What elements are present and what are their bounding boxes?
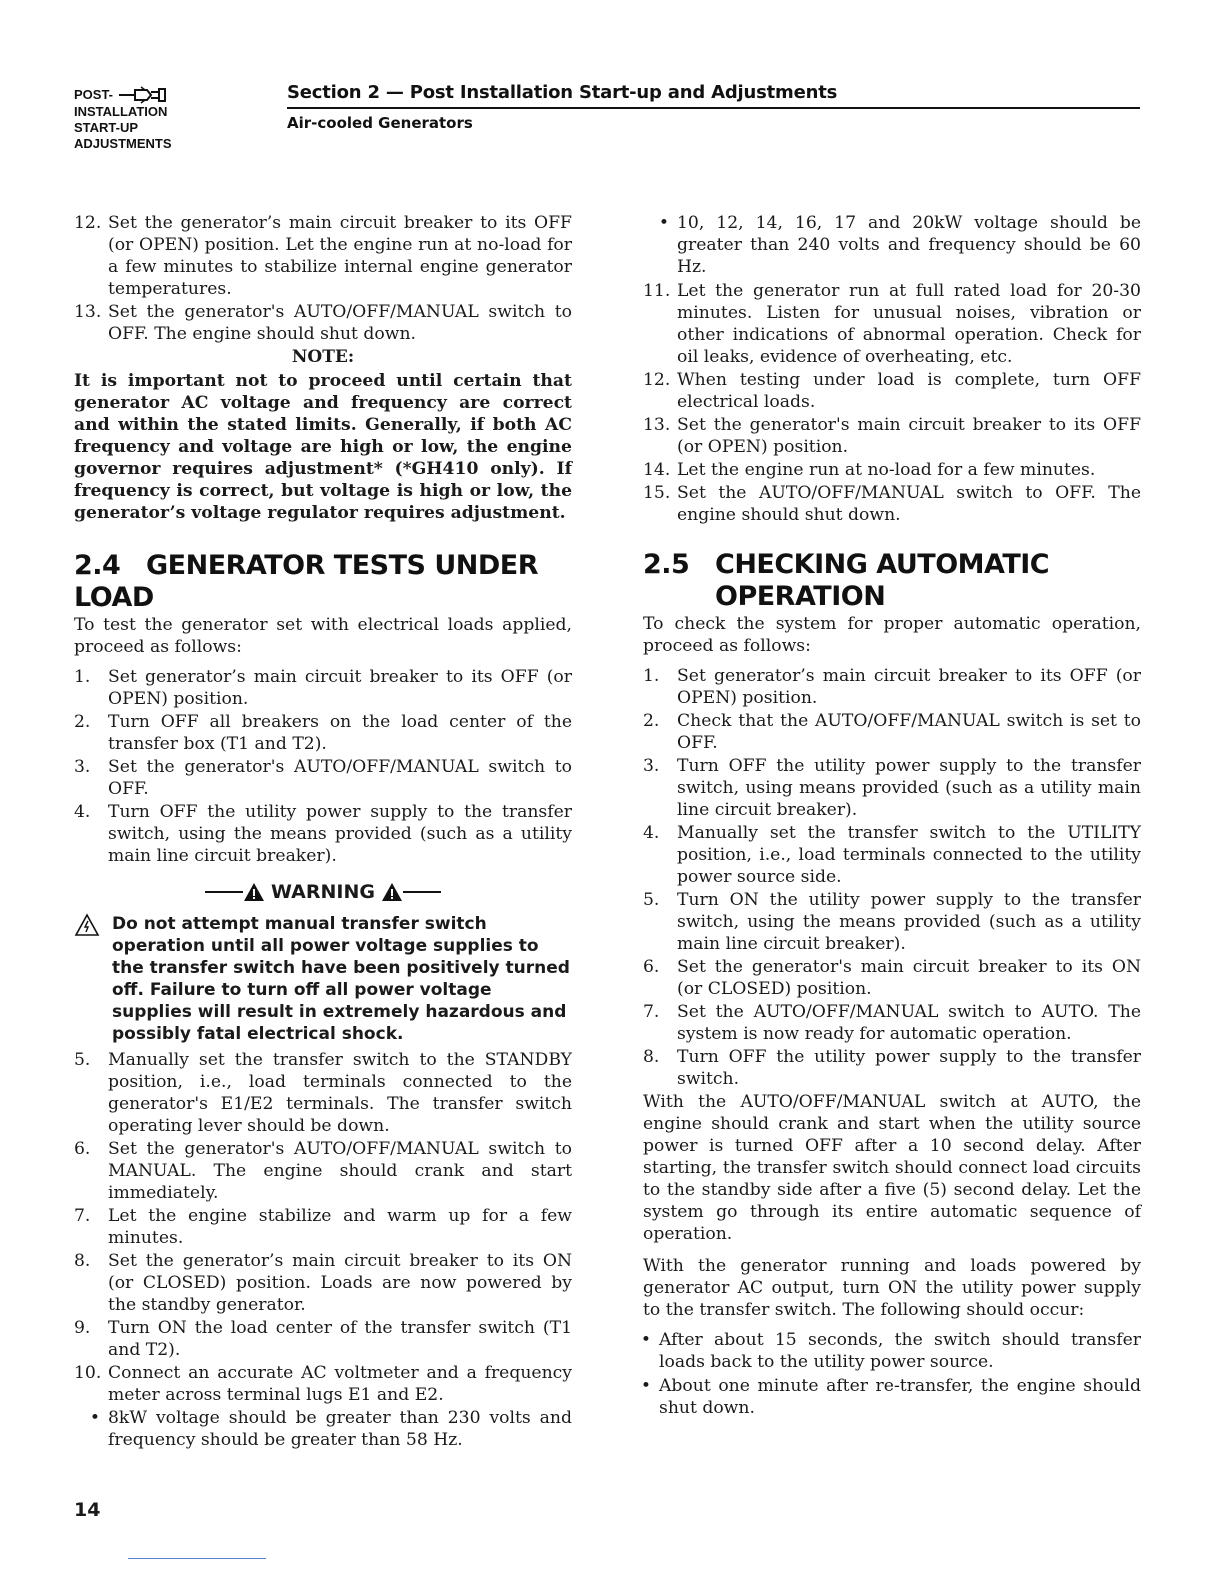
- list-text: Connect an accurate AC voltmeter and a frequency meter across terminal lugs E1 and E2.: [108, 1363, 572, 1405]
- footer-link-underline: [128, 1558, 266, 1559]
- list-text: Set the generator's AUTO/OFF/MANUAL switch to OFF.: [108, 757, 572, 799]
- paragraph: With the generator running and loads powered by generator AC output, turn ON the utility power supply to the transfer switch. The following should occur:: [643, 1256, 1141, 1320]
- list-text: Set the generator’s main circuit breaker to its ON (or CLOSED) position. Loads are now powered by the standby generator.: [108, 1251, 572, 1315]
- bullet-text: After about 15 seconds, the switch should transfer loads back to the utility power source.: [659, 1330, 1141, 1372]
- warning-icon-wrap: [74, 913, 112, 1045]
- list-number: 1.: [643, 666, 660, 686]
- bullet-dot: •: [640, 1376, 651, 1396]
- list-number: 2.: [74, 712, 91, 732]
- warning-triangle-icon: [243, 882, 265, 902]
- list-number: 12.: [643, 370, 671, 390]
- list-text: Set the AUTO/OFF/MANUAL switch to AUTO. The system is now ready for automatic operation.: [677, 1002, 1141, 1044]
- page-number: 14: [74, 1499, 101, 1521]
- list-item: [643, 482, 1141, 526]
- list-number: 5.: [74, 1050, 91, 1070]
- side-tab-line-4: ADJUSTMENTS: [74, 136, 172, 151]
- section-number: 2.4: [74, 550, 121, 581]
- list-text: Set the generator's AUTO/OFF/MANUAL switch to MANUAL. The engine should crank and start immediately.: [108, 1139, 572, 1203]
- note-title: NOTE:: [291, 347, 355, 367]
- list-number: 13.: [74, 302, 102, 322]
- list-number: 10.: [74, 1363, 102, 1383]
- right-column: [640, 212, 1141, 1421]
- list-text: Set the AUTO/OFF/MANUAL switch to OFF. The engine should shut down.: [677, 483, 1141, 525]
- section-side-tab: [74, 86, 172, 152]
- section-intro: To test the generator set with electrical loads applied, proceed as follows:: [74, 615, 572, 657]
- list-text: Check that the AUTO/OFF/MANUAL switch is set to OFF.: [677, 711, 1141, 753]
- list-number: 3.: [74, 757, 91, 777]
- list-item: [643, 369, 1141, 413]
- list-number: 7.: [643, 1002, 660, 1022]
- list-text: Set the generator's main circuit breaker to its OFF (or OPEN) position.: [677, 415, 1141, 457]
- side-tab-line-2: INSTALLATION: [74, 104, 168, 119]
- list-number: 12.: [74, 213, 102, 233]
- list-item: [643, 459, 1141, 481]
- list-item: [74, 1317, 572, 1361]
- list-number: 7.: [74, 1206, 91, 1226]
- list-number: 8.: [74, 1251, 91, 1271]
- warning-box: [74, 913, 572, 1045]
- warning-text: Do not attempt manual transfer switch operation until all power voltage supplies to the transfer switch have been positively turned off. Failure to turn off all power voltage supplies will result in extremely hazardous and possibly fatal electrical shock.: [112, 914, 570, 1044]
- list-number: 5.: [643, 890, 660, 910]
- section-intro: To check the system for proper automatic operation, proceed as follows:: [643, 614, 1141, 656]
- list-text: Set the generator’s main circuit breaker to its OFF (or OPEN) position. Let the engine run at no-load for a few minutes to stabilize internal engine generator temperatures.: [108, 213, 572, 299]
- list-text: Set the generator's main circuit breaker to its ON (or CLOSED) position.: [677, 957, 1141, 999]
- list-text: Turn ON the load center of the transfer switch (T1 and T2).: [108, 1318, 572, 1360]
- section-number: 2.5: [643, 549, 690, 580]
- note-body: It is important not to proceed until certain that generator AC voltage and frequency are correct and within the stated limits. Generally, if both AC frequency and voltage are high or low, the engine governor requires adjustment* (*GH410 only). If frequency is correct, but voltage is high or low, the generator’s voltage regulator requires adjustment.: [74, 371, 572, 523]
- list-item: [74, 1049, 572, 1137]
- left-column: [74, 212, 572, 1453]
- paragraph: With the AUTO/OFF/MANUAL switch at AUTO, the engine should crank and start when the utility source power is turned OFF after a 10 second delay. After starting, the transfer switch should connect load circuits to the standby side after a five (5) second delay. Let the system go through its entire automatic sequence of operation.: [643, 1092, 1141, 1244]
- list-item: [643, 1046, 1141, 1090]
- list-item: [643, 710, 1141, 754]
- list-item: [74, 756, 572, 800]
- list-item: [643, 956, 1141, 1000]
- warning-header: [74, 881, 572, 903]
- list-number: 4.: [74, 802, 91, 822]
- section-title: Section 2 — Post Installation Start-up and Adjustments: [287, 82, 838, 103]
- header-rule: [287, 107, 1140, 109]
- section-heading-line-2: OPERATION: [715, 581, 886, 612]
- list-number: 1.: [74, 667, 91, 687]
- list-item: [74, 1138, 572, 1204]
- list-item: [643, 889, 1141, 955]
- list-item: [643, 280, 1141, 368]
- list-text: Turn OFF all breakers on the load center of the transfer box (T1 and T2).: [108, 712, 572, 754]
- list-item: [74, 666, 572, 710]
- list-item: [643, 1001, 1141, 1045]
- list-number: 11.: [643, 281, 671, 301]
- list-text: Let the generator run at full rated load for 20-30 minutes. Listen for unusual noises, vibration or other indications of abnormal operation. Check for oil leaks, evidence of overheating, etc.: [677, 281, 1141, 367]
- bullet-dot: •: [658, 213, 669, 233]
- list-text: Turn OFF the utility power supply to the transfer switch.: [677, 1047, 1141, 1089]
- bullet-item: [625, 1375, 1141, 1419]
- list-number: 2.: [643, 711, 660, 731]
- bullet-dot: •: [640, 1330, 651, 1350]
- bullet-text: 8kW voltage should be greater than 230 volts and frequency should be greater than 58 Hz.: [108, 1408, 572, 1450]
- list-item: [74, 1250, 572, 1316]
- list-number: 3.: [643, 756, 660, 776]
- list-text: Let the engine run at no-load for a few minutes.: [677, 460, 1096, 480]
- warning-rule-left: [205, 891, 243, 893]
- side-tab-line-3: START-UP: [74, 120, 139, 135]
- list-text: When testing under load is complete, turn OFF electrical loads.: [677, 370, 1141, 412]
- bullet-dot: •: [89, 1408, 100, 1428]
- list-item: [74, 801, 572, 867]
- list-item: [74, 1205, 572, 1249]
- plug-icon: [117, 86, 167, 104]
- warning-rule-right: [403, 891, 441, 893]
- list-item: [643, 414, 1141, 458]
- section-2-4-heading: [74, 550, 572, 614]
- list-item: [643, 822, 1141, 888]
- list-item: [74, 711, 572, 755]
- list-text: Set the generator's AUTO/OFF/MANUAL switch to OFF. The engine should shut down.: [108, 302, 572, 344]
- bullet-item: [643, 212, 1141, 278]
- list-item: [643, 755, 1141, 821]
- bullet-text: About one minute after re-transfer, the engine should shut down.: [659, 1376, 1141, 1418]
- warning-triangle-icon: [381, 882, 403, 902]
- list-number: 14.: [643, 460, 671, 480]
- list-item: [74, 301, 572, 345]
- electric-shock-icon: [74, 913, 100, 937]
- list-text: Manually set the transfer switch to the UTILITY position, i.e., load terminals connected to the utility power source side.: [677, 823, 1141, 887]
- list-text: Let the engine stabilize and warm up for a few minutes.: [108, 1206, 572, 1248]
- section-heading-text: GENERATOR TESTS UNDER LOAD: [74, 550, 539, 613]
- section-heading-text: CHECKING AUTOMATIC: [715, 549, 1050, 580]
- list-text: Set generator’s main circuit breaker to its OFF (or OPEN) position.: [677, 666, 1141, 708]
- section-subtitle: Air-cooled Generators: [287, 114, 473, 132]
- list-number: 6.: [643, 957, 660, 977]
- list-text: Turn OFF the utility power supply to the transfer switch, using the means provided (such as a utility main line circuit breaker).: [108, 802, 572, 866]
- bullet-item: [74, 1407, 572, 1451]
- list-item: [74, 212, 572, 300]
- list-text: Turn ON the utility power supply to the transfer switch, using the means provided (such as a utility main line circuit breaker).: [677, 890, 1141, 954]
- bullet-text: 10, 12, 14, 16, 17 and 20kW voltage should be greater than 240 volts and frequency should be 60 Hz.: [677, 213, 1141, 277]
- list-item: [74, 1362, 572, 1406]
- list-number: 15.: [643, 483, 671, 503]
- list-text: Set generator’s main circuit breaker to its OFF (or OPEN) position.: [108, 667, 572, 709]
- bullet-item: [625, 1329, 1141, 1373]
- list-number: 8.: [643, 1047, 660, 1067]
- list-item: [643, 665, 1141, 709]
- list-text: Turn OFF the utility power supply to the transfer switch, using means provided (such as a utility main line circuit breaker).: [677, 756, 1141, 820]
- warning-label: WARNING: [271, 881, 375, 903]
- list-number: 13.: [643, 415, 671, 435]
- side-tab-line-1: POST-: [74, 87, 114, 102]
- section-2-5-heading: [643, 549, 1141, 581]
- list-number: 4.: [643, 823, 660, 843]
- list-number: 9.: [74, 1318, 91, 1338]
- list-text: Manually set the transfer switch to the STANDBY position, i.e., load terminals connected to the generator's E1/E2 terminals. The transfer switch operating lever should be down.: [108, 1050, 572, 1136]
- list-number: 6.: [74, 1139, 91, 1159]
